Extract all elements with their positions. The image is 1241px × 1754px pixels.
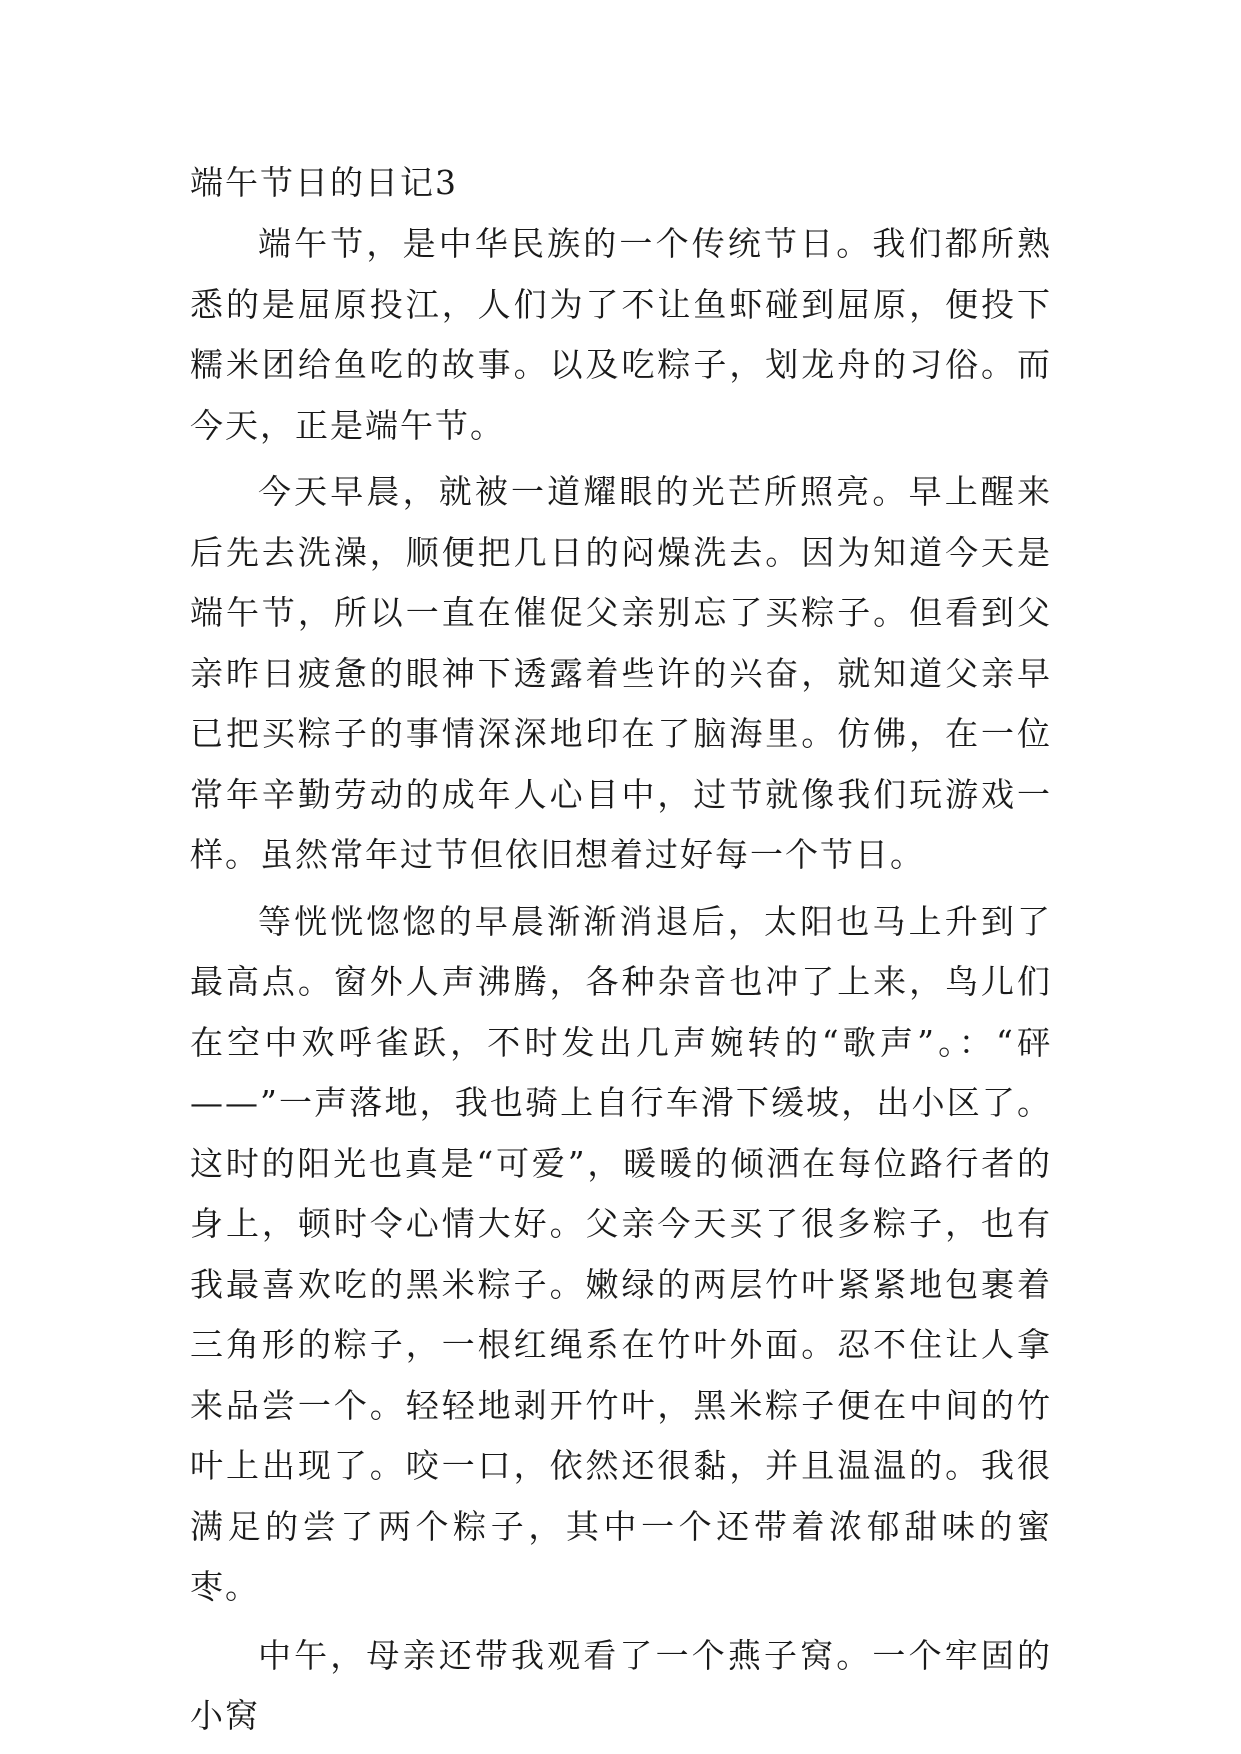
document-title: 端午节日的日记3 bbox=[190, 163, 458, 202]
paragraph-3: 等恍恍惚惚的早晨渐渐消退后，太阳也马上升到了最高点。窗外人声沸腾，各种杂音也冲了上来，鸟儿们在空中欢呼雀跃，不时发出几声婉转的“歌声”。：“砰——”一声落地，我也骑上自行车滑下缓坡，出小区了。这时的阳光也真是“可爱”，暖暖的倾洒在每位路行者的身上，顿时令心情大好。父亲今天买了很多粽子，也有我最喜欢吃的黑米粽子。嫩绿的两层竹叶紧紧地包裹着三角形的粽子，一根红绳系在竹叶外面。忍不住让人拿来品尝一个。轻轻地剥开竹叶，黑米粽子便在中间的竹叶上出现了。咬一口，依然还很黏，并且温温的。我很满足的尝了两个粽子，其中一个还带着浓郁甜味的蜜枣。 bbox=[190, 901, 1052, 1606]
paragraph-4: 中午，母亲还带我观看了一个燕子窝。一个牢固的小窝 bbox=[190, 1635, 1052, 1735]
paragraph-2: 今天早晨，就被一道耀眼的光芒所照亮。早上醒来后先去洗澡，顺便把几日的闷燥洗去。因为知道今天是端午节，所以一直在催促父亲别忘了买粽子。但看到父亲昨日疲惫的眼神下透露着些许的兴奋，就知道父亲早已把买粽子的事情深深地印在了脑海里。仿佛，在一位常年辛勤劳动的成年人心目中，过节就像我们玩游戏一样。虽然常年过节但依旧想着过好每一个节日。 bbox=[190, 472, 1052, 874]
paragraph-1: 端午节，是中华民族的一个传统节日。我们都所熟悉的是屈原投江，人们为了不让鱼虾碰到屈原，便投下糯米团给鱼吃的故事。以及吃粽子，划龙舟的习俗。而今天，正是端午节。 bbox=[190, 224, 1052, 445]
document-body bbox=[190, 155, 1052, 1747]
